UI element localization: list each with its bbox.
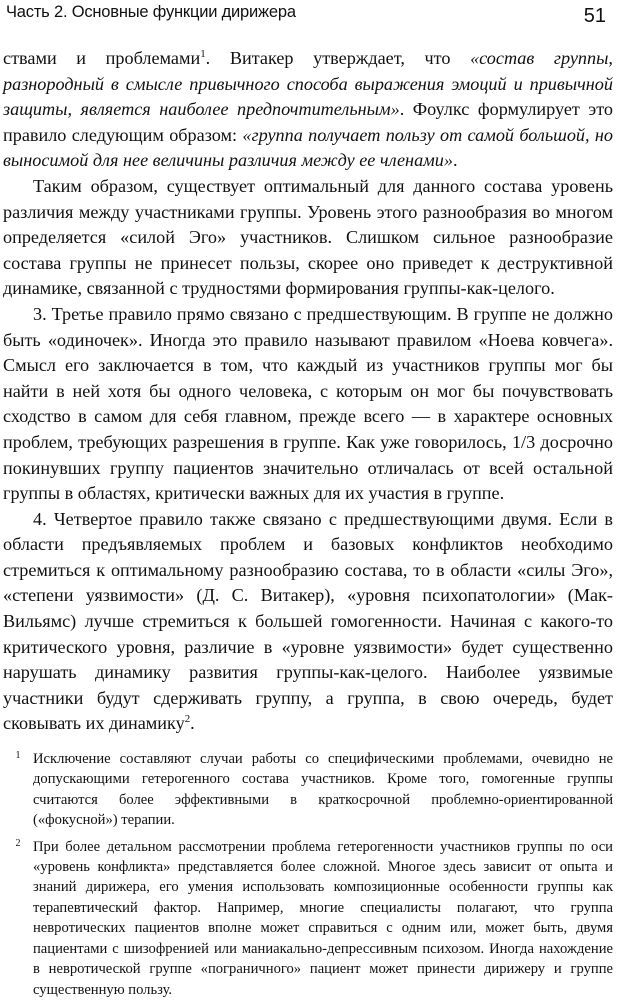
page-number: 51 xyxy=(583,5,606,27)
text-run: . Витакер утверждает, что xyxy=(205,48,471,68)
main-text xyxy=(3,46,613,737)
running-title: Часть 2. Основные функции дирижера xyxy=(6,3,296,21)
page-header xyxy=(3,0,613,42)
text-run: . xyxy=(190,713,195,734)
footnote xyxy=(3,837,613,1000)
footnote-ref: 1 xyxy=(200,47,206,60)
italic-quote: «состав группы, разнородный в смысле привычного способа выражения эмоций и привычной защиты, является наиболее предпочтительным» xyxy=(3,48,613,120)
text-run: . xyxy=(452,150,458,171)
paragraph xyxy=(3,174,613,302)
text-run: 3. Третье правило прямо связано с предшествующим. В группе не должно быть «одиночек». Иногда это правило называют правилом «Ноева ковчега». Смысл его заключается в том, что каждый из участников группы мог бы найти в ней хотя бы одного человека, с которым он мог бы почувствовать сходство в самом для себя главном, прежде всего — в характере основных проблем, требующих разрешения в группе. Как уже говорилось, 1/3 досрочно покинувших группу пациентов значительно отличалась от всей остальной группы в областях, критически важных для их участия в группе. xyxy=(3,303,613,504)
paragraph xyxy=(3,46,613,174)
footnote-mark: 1 xyxy=(15,750,21,762)
footnote-ref: 2 xyxy=(184,713,191,726)
text-run: . Фоулкс формулирует это правило следующим образом: xyxy=(3,99,613,145)
text-run: 4. Четвертое правило также связано с предшествующими двумя. Если в области предъявляемых проблем и базовых конфликтов необходимо стремиться к оптимальному разнообразию состава, то в области «силы Эго», «степени уязвимости» (Д. С. Витакер), «уровня психопатологии» (Мак-Вильямс) лучше стремиться к большей гомогенности. Начиная с какого-то критического уровня, различие в «уровне уязвимости» будет существенно нарушать динамику развития группы-как-целого. Наиболее уязвимые участники будут сдерживать группу, а группа, в свою очередь, будет сковывать их динамику xyxy=(3,508,613,734)
italic-quote: «группа получает пользу от самой большой, но выносимой для нее величины различия между ее членами» xyxy=(3,124,613,171)
footnote-text: Исключение составляют случаи работы со специфическими проблемами, очевидно не допускающими гетерогенного состава участников. Кроме того, гомогенные группы считаются более эффективными в краткосрочной проблемно-ориентированной («фокусной») терапии. xyxy=(33,751,613,829)
footnote xyxy=(3,749,613,831)
footnote-text: При более детальном рассмотрении проблема гетерогенности участников группы по оси «уровень конфликта» представляется более сложной. Многое здесь зависит от опыта и знаний дирижера, его умения использовать композиционные особенности группы как терапевтический фактор. Например, многие специалисты полагают, что группа невротических пациентов вполне может справиться с одним или, может быть, двумя пациентами с шизофренией или маниакально-депрессивным психозом. Иногда нахождение в невротической группе «пограничного» пациент может принести дирижеру и группе существенную пользу. xyxy=(33,838,613,998)
paragraph xyxy=(3,302,613,507)
text-run: Таким образом, существует оптимальный для данного состава уровень различия между участниками группы. Уровень этого разнообразия во многом определяется «силой Эго» участников. Слишком сильное разнообразие состава группы не принесет пользы, скорее оно приведет к деструктивной динамике, связанной с трудностями формирования группы-как-целого. xyxy=(3,175,613,299)
text-run: ствами и проблемами xyxy=(3,48,201,68)
paragraph xyxy=(3,507,613,737)
footnotes xyxy=(3,749,613,1000)
footnote-mark: 2 xyxy=(15,837,21,849)
